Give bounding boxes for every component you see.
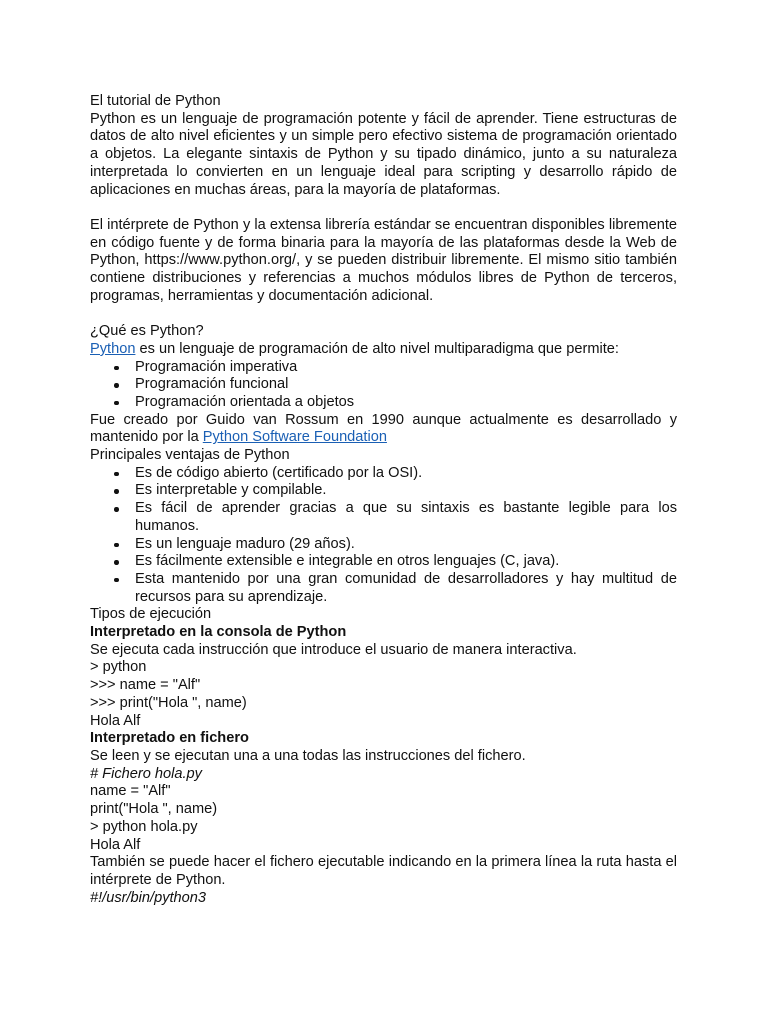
section-heading-tipos: Tipos de ejecución: [90, 606, 212, 623]
code-comment: # Fichero hola.py: [90, 765, 202, 782]
code-line: print("Hola ", name): [90, 801, 218, 818]
paradigm-list: [90, 359, 677, 412]
list-item: Es interpretable y compilable.: [135, 482, 677, 500]
code-line: Hola Alf: [90, 712, 141, 729]
blank-line: [90, 199, 677, 217]
code-line: >>> name = "Alf": [90, 677, 201, 694]
doc-title: El tutorial de Python: [90, 93, 221, 109]
list-item: Es fácilmente extensible e integrable en otros lenguajes (C, java).: [135, 553, 677, 571]
subheading-fichero: Interpretado en fichero: [90, 730, 249, 747]
list-item: Es fácil de aprender gracias a que su sintaxis es bastante legible para los humanos.: [135, 500, 677, 534]
list-item: Es un lenguaje maduro (29 años).: [135, 536, 677, 554]
code-line: Hola Alf: [90, 836, 141, 853]
psf-link[interactable]: Python Software Foundation: [202, 429, 387, 446]
shebang-line: #!/usr/bin/python3: [90, 889, 207, 906]
list-item: Programación imperativa: [135, 359, 677, 377]
list-item: Es de código abierto (certificado por la OSI).: [135, 465, 677, 483]
fichero-description: Se leen y se ejecutan una a una todas las instrucciones del fichero.: [90, 747, 526, 764]
code-line: > python: [90, 659, 147, 676]
list-item: Esta mantenido por una gran comunidad de desarrolladores y hay multitud de recursos para su aprendizaje.: [135, 570, 677, 605]
consola-description: Se ejecuta cada instrucción que introduce el usuario de manera interactiva.: [90, 641, 577, 658]
creator-paragraph: [90, 412, 677, 447]
python-description-text: es un lenguaje de programación de alto nivel multiparadigma que permite:: [135, 340, 619, 357]
blank-line: [90, 305, 677, 323]
section-heading-ventajas: Principales ventajas de Python: [90, 447, 290, 464]
subheading-consola: Interpretado en la consola de Python: [90, 624, 347, 641]
list-item: Programación funcional: [135, 376, 677, 394]
exec-note: También se puede hacer el fichero ejecutable indicando en la primera línea la ruta hasta el intérprete de Python.: [90, 854, 677, 888]
code-line: name = "Alf": [90, 783, 171, 800]
document-page: [90, 93, 677, 907]
creator-text: Fue creado por Guido van Rossum en 1990 aunque actualmente es desarrollado y mantenido por la: [90, 411, 677, 446]
intro-paragraph-1: Python es un lenguaje de programación potente y fácil de aprender. Tiene estructuras de datos de alto nivel eficientes y un simple pero efectivo sistema de programación orientado a objetos. La elegante sintaxis de Python y su tipado dinámico, junto a su naturaleza interpretada lo convierten en un lenguaje ideal para scripting y desarrollo rápido de aplicaciones en muchas áreas, para la mayoría de plataformas.: [90, 110, 677, 198]
code-line: >>> print("Hola ", name): [90, 694, 247, 711]
intro-paragraph-2: El intérprete de Python y la extensa librería estándar se encuentran disponibles libremente en código fuente y de forma binaria para la mayoría de las plataformas desde la Web de Python, https://www.python.org/, y se pueden distribuir libremente. El mismo sitio también contiene distribuciones y referencias a muchos módulos libres de Python de terceros, programas, herramientas y documentación adicional.: [90, 216, 677, 304]
code-line: > python hola.py: [90, 818, 198, 835]
python-description: [90, 341, 677, 359]
section-heading-que-es: ¿Qué es Python?: [90, 323, 204, 340]
python-link[interactable]: Python: [90, 340, 136, 357]
list-item: Programación orientada a objetos: [135, 394, 677, 412]
advantages-list: [90, 465, 677, 607]
